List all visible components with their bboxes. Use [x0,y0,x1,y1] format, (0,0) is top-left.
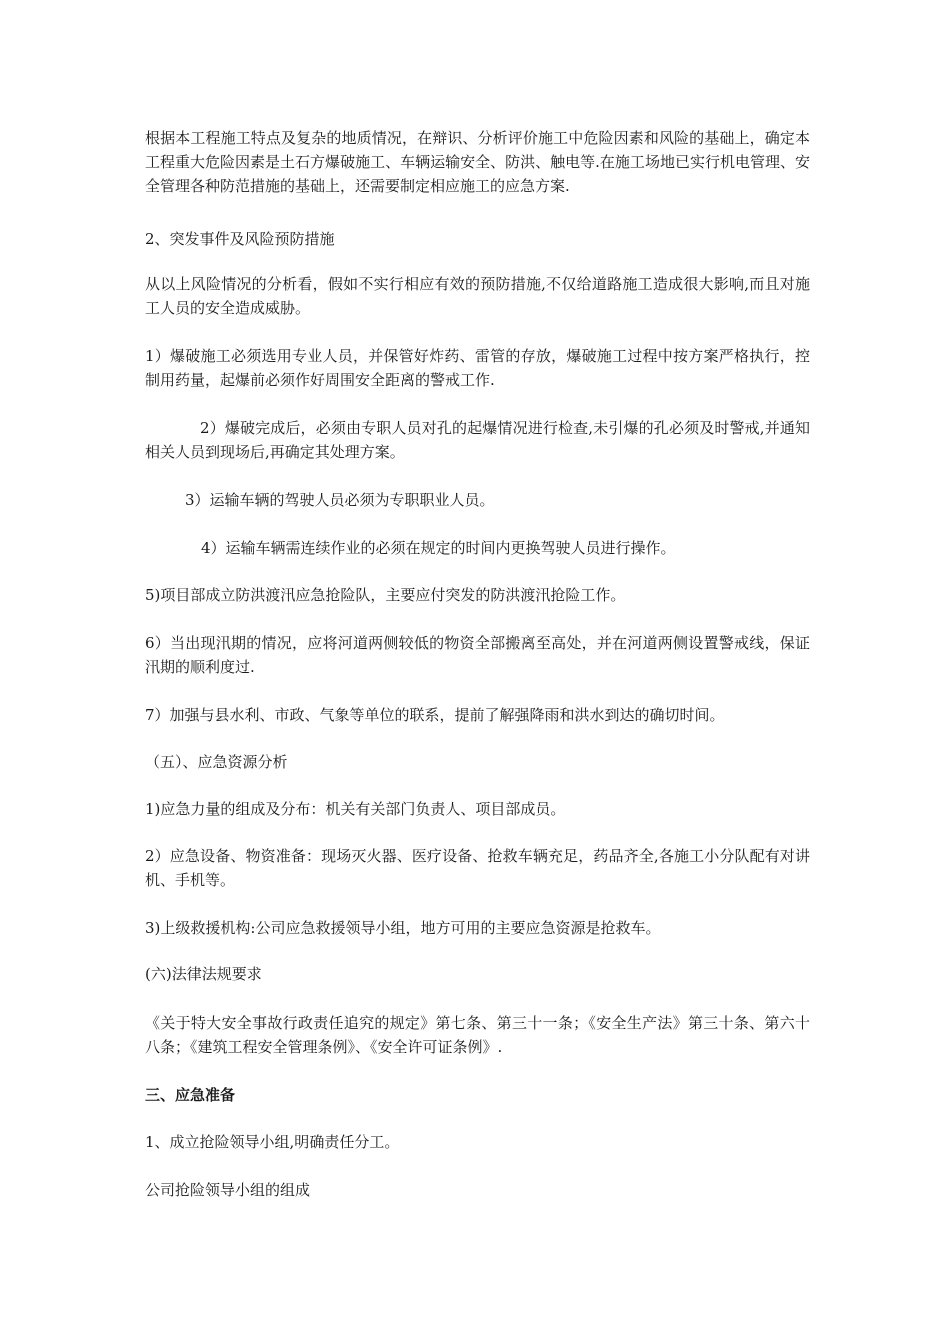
list-item-leadership-group: 1、成立抢险领导小组,明确责任分工。 [145,1133,400,1151]
heading-emergency-preparation: 三、应急准备 [145,1086,236,1104]
heading-laws-regulations: (六)法律法规要求 [145,965,262,983]
list-item-emergency-forces: 1)应急力量的组成及分布：机关有关部门负责人、项目部成员。 [145,800,566,818]
list-item-blasting-inspection: 2）爆破完成后，必须由专职人员对孔的起爆情况进行检查,未引爆的孔必须及时警戒,并通知相关人员到现场后,再确定其处理方案。 [145,419,810,461]
list-item-driver-requirement: 3）运输车辆的驾驶人员必须为专职职业人员。 [185,491,495,509]
list-item-rescue-agency: 3)上级救援机构:公司应急救援领导小组，地方可用的主要应急资源是抢救车。 [145,919,661,937]
paragraph-leadership-composition: 公司抢险领导小组的组成 [145,1181,311,1199]
heading-emergency-resource-analysis: （五）、应急资源分析 [145,753,288,771]
list-item-flood-team: 5)项目部成立防洪渡汛应急抢险队，主要应付突发的防洪渡汛抢险工作。 [145,586,626,604]
list-item-agency-contact: 7）加强与县水利、市政、气象等单位的联系，提前了解强降雨和洪水到达的确切时间。 [145,706,725,724]
list-item-emergency-equipment: 2）应急设备、物资准备：现场灭火器、医疗设备、抢救车辆充足，药品齐全,各施工小分队配有对讲机、手机等。 [145,847,810,889]
paragraph-risk-analysis: 从以上风险情况的分析看，假如不实行相应有效的预防措施,不仅给道路施工造成很大影响,而且对施工人员的安全造成威胁。 [145,275,810,317]
list-item-driver-rotation: 4）运输车辆需连续作业的必须在规定的时间内更换驾驶人员进行操作。 [201,539,676,557]
paragraph-regulation-references: 《关于特大安全事故行政责任追究的规定》第七条、第三十一条；《安全生产法》第三十条、第六十八条；《建筑工程安全管理条例》、《安全许可证条例》. [145,1014,810,1056]
heading-emergency-risk-prevention: 2、突发事件及风险预防措施 [145,230,335,248]
paragraph-project-risk-basis: 根据本工程施工特点及复杂的地质情况，在辩识、分析评价施工中危险因素和风险的基础上，确定本工程重大危险因素是土石方爆破施工、车辆运输安全、防洪、触电等.在施工场地已实行机电管理、安全管理各种防范措施的基础上，还需要制定相应施工的应急方案. [145,129,810,195]
list-item-blasting-personnel: 1）爆破施工必须选用专业人员，并保管好炸药、雷管的存放，爆破施工过程中按方案严格执行，控制用药量，起爆前必须作好周围安全距离的警戒工作. [145,347,810,389]
list-item-flood-period: 6）当出现汛期的情况，应将河道两侧较低的物资全部搬离至高处，并在河道两侧设置警戒线，保证汛期的顺利度过. [145,634,810,676]
